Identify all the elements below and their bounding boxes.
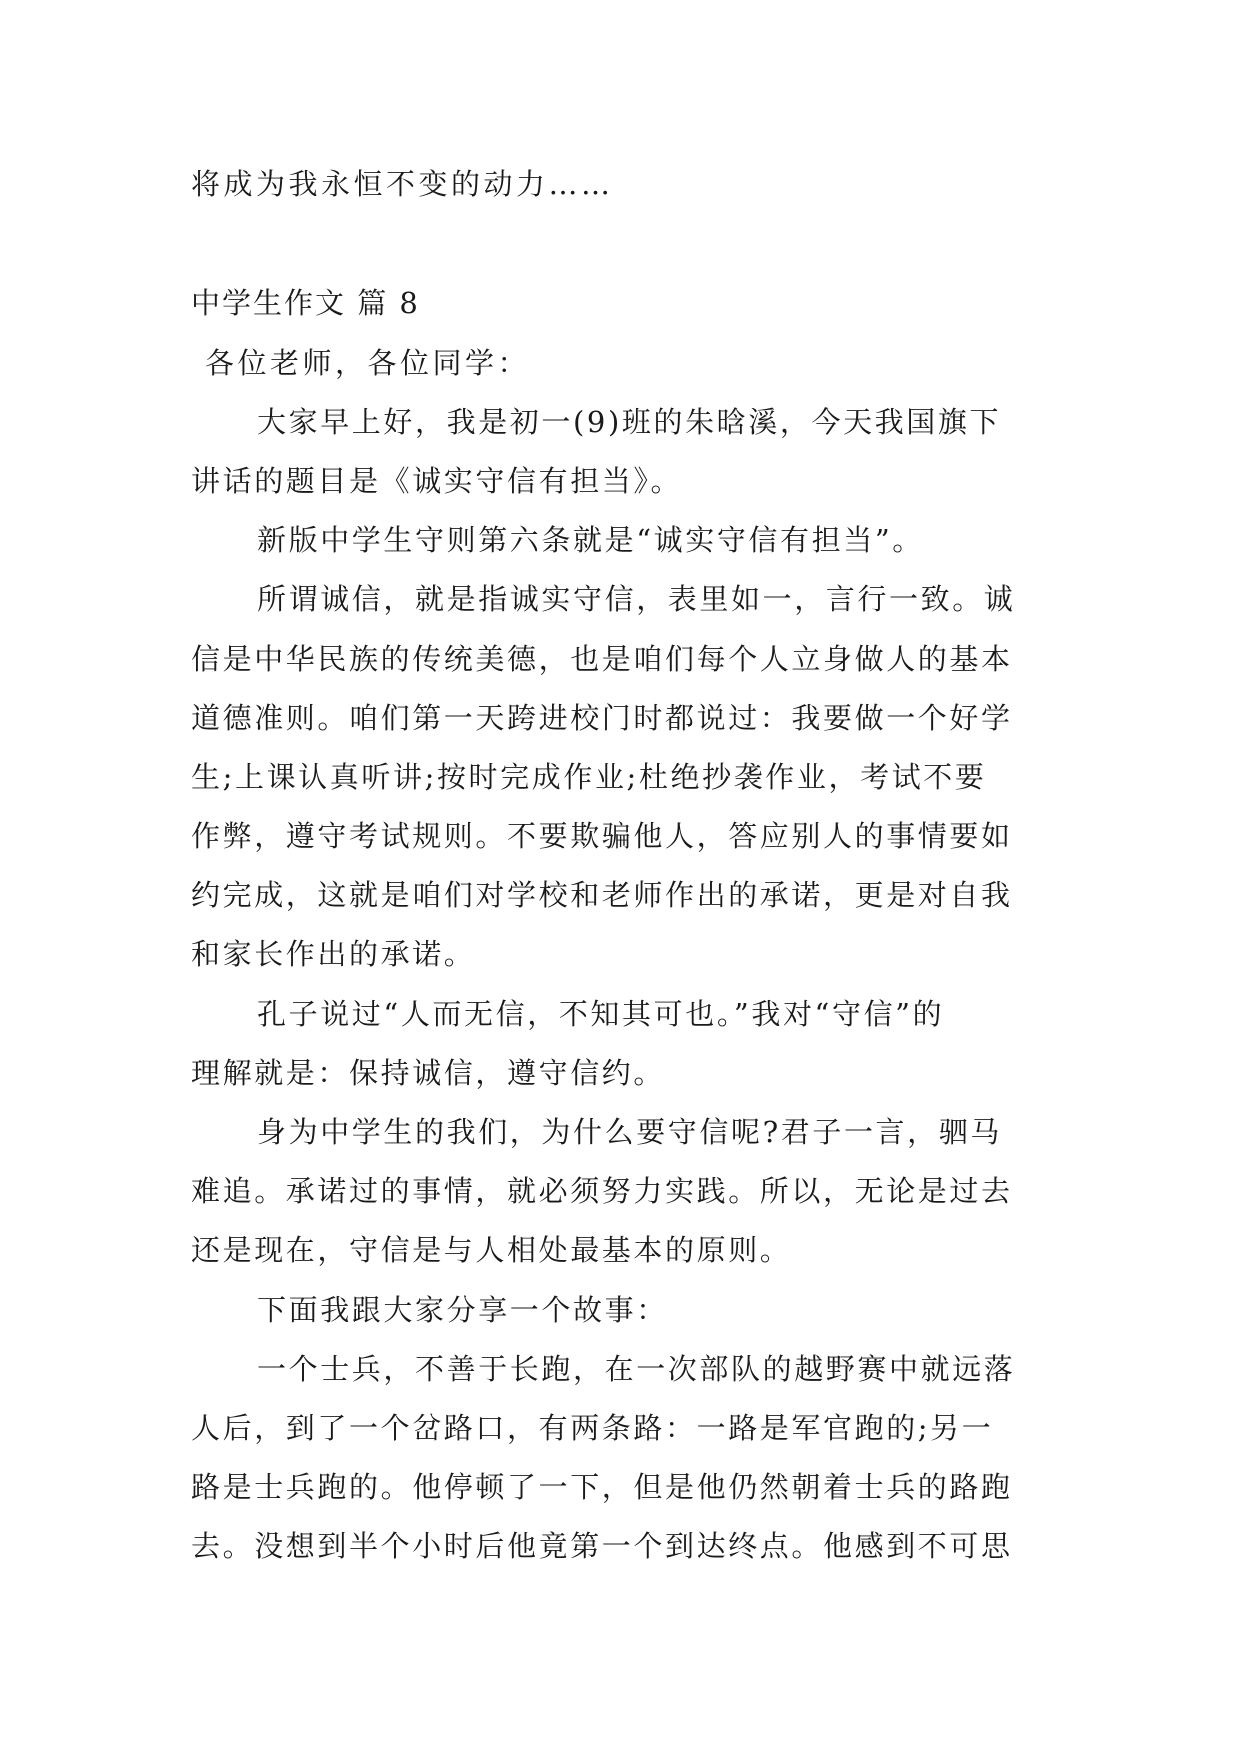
text-line: 生;上课认真听讲;按时完成作业;杜绝抄袭作业，考试不要 bbox=[191, 760, 987, 794]
text-line: 作弊，遵守考试规则。不要欺骗他人，答应别人的事情要如 bbox=[191, 819, 1013, 853]
text-line: 孔子说过“人而无信，不知其可也。”我对“守信”的 bbox=[257, 997, 945, 1031]
text-line: 各位老师，各位同学： bbox=[205, 346, 531, 380]
text-line: 大家早上好，我是初一(9)班的朱晗溪，今天我国旗下 bbox=[257, 405, 1002, 439]
text-line: 道德准则。咱们第一天跨进校门时都说过：我要做一个好学 bbox=[191, 701, 1013, 735]
text-line: 将成为我永恒不变的动力…… bbox=[191, 167, 614, 201]
text-line: 理解就是：保持诚信，遵守信约。 bbox=[191, 1056, 666, 1090]
text-line: 一个士兵，不善于长跑，在一次部队的越野赛中就远落 bbox=[257, 1352, 1016, 1386]
text-line: 去。没想到半个小时后他竟第一个到达终点。他感到不可思 bbox=[191, 1529, 1013, 1563]
text-line: 难追。承诺过的事情，就必须努力实践。所以，无论是过去 bbox=[191, 1174, 1013, 1208]
text-line: 下面我跟大家分享一个故事： bbox=[257, 1293, 668, 1327]
text-line: 还是现在，守信是与人相处最基本的原则。 bbox=[191, 1233, 792, 1267]
text-line: 和家长作出的承诺。 bbox=[191, 937, 476, 971]
text-line: 讲话的题目是《诚实守信有担当》。 bbox=[191, 464, 683, 498]
text-line: 人后，到了一个岔路口，有两条路：一路是军官跑的;另一 bbox=[191, 1411, 994, 1445]
text-line: 路是士兵跑的。他停顿了一下，但是他仍然朝着士兵的路跑 bbox=[191, 1470, 1013, 1504]
section-heading: 中学生作文 篇 8 bbox=[191, 286, 420, 320]
text-line: 所谓诚信，就是指诚实守信，表里如一，言行一致。诚 bbox=[257, 582, 1016, 616]
text-line: 信是中华民族的传统美德，也是咱们每个人立身做人的基本 bbox=[191, 642, 1013, 676]
text-line: 身为中学生的我们，为什么要守信呢?君子一言，驷马 bbox=[257, 1115, 1002, 1149]
text-line: 约完成，这就是咱们对学校和老师作出的承诺，更是对自我 bbox=[191, 878, 1013, 912]
text-line: 新版中学生守则第六条就是“诚实守信有担当”。 bbox=[257, 523, 924, 557]
